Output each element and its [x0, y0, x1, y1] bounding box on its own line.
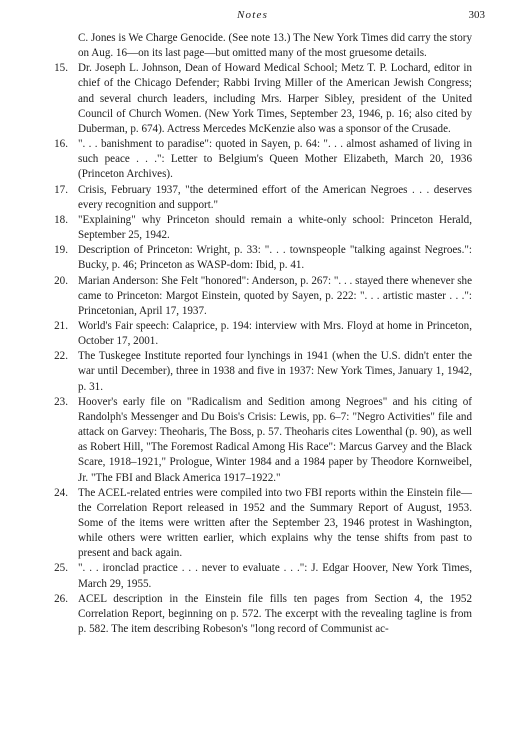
endnote: [42, 395, 472, 486]
page-number: 303: [468, 9, 485, 21]
endnote-text: The ACEL-related entries were compiled into two FBI reports within the Einstein file—the Correlation Report released in 1952 and the Summary Report of August, 1953. Some of the items were written after the September 23, 1946 protest in Washington, while others were written earlier, which explains why the tense shifts from past to present and back again.: [78, 486, 472, 560]
endnote-number: 23.: [54, 395, 68, 408]
endnote-number: 19.: [54, 244, 68, 257]
endnote-text: Hoover's early file on "Radicalism and Sedition among Negroes" and his citing of Randolph's Messenger and Du Bois's Crisis: Lewis, pp. 6–7: "Negro Activities" file and attack on Garvey: Theoharis, The Boss, p. 57. Theoharis cites Lowenthal (p. 90), as well as Robert Hill, "The Foremost Radical Among His Race": Marcus Garvey and the Black Scare, 1918–1921," Prologue, Winter 1984 and a 1984 paper by Theodore Kornweibel, Jr. "The FBI and Black America 1917–1922.": [78, 395, 472, 484]
endnote-text: The Tuskegee Institute reported four lynchings in 1941 (when the U.S. didn't enter the war until December), three in 1938 and five in 1937: New York Times, January 1, 1942, p. 31.: [78, 350, 472, 393]
endnote-number: 20.: [54, 274, 68, 287]
endnote-text: ". . . banishment to paradise": quoted in Sayen, p. 64: ". . . almost ashamed of living in such peace . . .": Letter to Belgium's Queen Mother Elizabeth, March 20, 1936 (Princeton Archives).: [78, 138, 472, 181]
endnote: [42, 183, 472, 213]
endnote-text: Marian Anderson: She Felt "honored": Anderson, p. 267: ". . . stayed there whenever she came to Princeton: Margot Einstein, quoted by Sayen, p. 222: ". . . artistic master . . .": Princetonian, April 17, 1937.: [78, 274, 472, 317]
endnote: [42, 61, 472, 137]
endnote: [42, 243, 472, 273]
endnote-number: 22.: [54, 350, 68, 363]
endnote: [42, 137, 472, 182]
endnote-number: 24.: [54, 486, 68, 499]
endnote-number: 25.: [54, 562, 68, 575]
endnote-number: 18.: [54, 213, 68, 226]
endnote-text: Description of Princeton: Wright, p. 33: ". . . townspeople "talking against Negroes.": Bucky, p. 46; Princeton as WASP-dom: Ibid, p. 41.: [78, 244, 472, 272]
endnote-number: 17.: [54, 183, 68, 196]
endnote-text: ACEL description in the Einstein file fills ten pages from Section 4, the 1952 Correlation Report, beginning on p. 572. The excerpt with the revealing tagline is from p. 582. The item describing Robeson's "long record of Communist ac-: [78, 592, 472, 636]
endnote-number: 21.: [54, 319, 68, 332]
endnote-text: ". . . ironclad practice . . . never to evaluate . . .": J. Edgar Hoover, New York Times, March 29, 1955.: [78, 562, 472, 590]
endnote: [42, 31, 472, 61]
running-head-title: Notes: [237, 9, 269, 21]
endnote-text: Dr. Joseph L. Johnson, Dean of Howard Medical School; Metz T. P. Lochard, editor in chief of the Chicago Defender; Rabbi Irving Miller of the American Jewish Congress; and several church leaders, including Mrs. Harper Sibley, president of the United Council of Church Women. (New York Times, September 23, 1946, p. 16; also cited by Duberman, p. 674). Actress Mercedes McKenzie also was a sponsor of the Crusade.: [78, 62, 472, 135]
endnote-text: "Explaining" why Princeton should remain a white-only school: Princeton Herald, September 25, 1942.: [78, 213, 472, 242]
endnote: [42, 592, 472, 637]
endnote: [42, 319, 472, 349]
endnote: [42, 486, 472, 562]
endnote: [42, 274, 472, 319]
endnote: [42, 349, 472, 394]
running-head: [0, 9, 510, 25]
endnote-text: World's Fair speech: Calaprice, p. 194: interview with Mrs. Floyd at home in Princeton, October 17, 2001.: [78, 319, 472, 348]
endnote-number: 16.: [54, 138, 68, 151]
endnote-number: 26.: [54, 592, 68, 605]
endnote-number: 15.: [54, 62, 68, 75]
endnote: [42, 561, 472, 591]
endnote: [42, 213, 472, 243]
endnotes-list: [42, 31, 472, 637]
endnote-text: Crisis, February 1937, "the determined effort of the American Negroes . . . deserves every recognition and support.": [78, 183, 472, 211]
endnote-text: C. Jones is We Charge Genocide. (See note 13.) The New York Times did carry the story on Aug. 16—on its last page—but omitted many of the most gruesome details.: [78, 32, 472, 60]
